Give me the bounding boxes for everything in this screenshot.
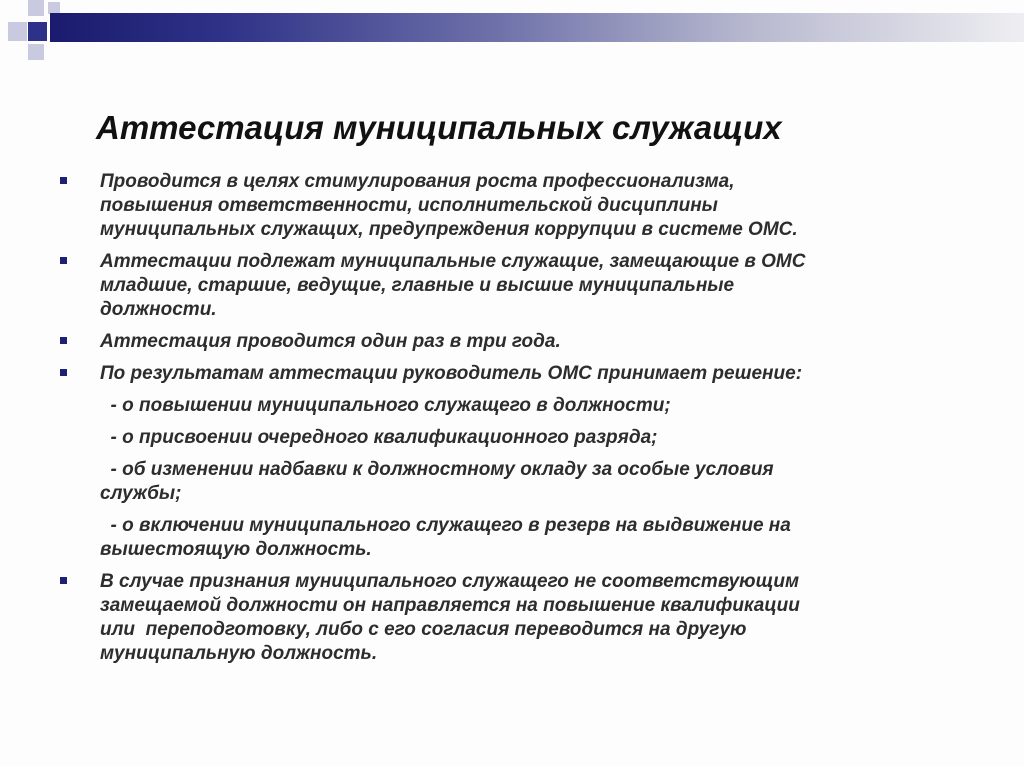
- square-bullet-icon: [60, 577, 67, 584]
- bullet-text: Проводится в целях стимулирования роста профессионализма, повышения ответственности, исполнительской дисциплины муниципальных служащих, предупреждения коррупции в системе ОМС.: [100, 171, 798, 240]
- sub-item: [56, 394, 956, 418]
- decor-square: [28, 22, 47, 41]
- bullet-text: В случае признания муниципального служащего не соответствующим замещаемой должности он направляется на повышение квалификации или переподготовку, либо с его согласия переводится на другую муниципальную должность.: [100, 571, 800, 664]
- sub-item-text: - об изменении надбавки к должностному окладу за особые условия службы;: [100, 459, 774, 504]
- bullet-item: [56, 362, 956, 386]
- bullet-item: [56, 330, 956, 354]
- sub-item-text: - о повышении муниципального служащего в должности;: [100, 395, 671, 416]
- sub-item-text: - о присвоении очередного квалификационного разряда;: [100, 427, 658, 448]
- square-bullet-icon: [60, 369, 67, 376]
- slide-title: Аттестация муниципальных служащих: [96, 109, 782, 146]
- decor-square: [28, 44, 44, 60]
- header-band: [50, 13, 1024, 42]
- bullet-item: [56, 570, 956, 666]
- bullet-list: [56, 170, 956, 674]
- square-bullet-icon: [60, 337, 67, 344]
- bullet-text: Аттестация проводится один раз в три года.: [100, 331, 561, 352]
- bullet-item: [56, 170, 956, 242]
- square-bullet-icon: [60, 177, 67, 184]
- decor-square: [28, 0, 44, 16]
- sub-item: [56, 426, 956, 450]
- bullet-text: Аттестации подлежат муниципальные служащие, замещающие в ОМС младшие, старшие, ведущие, главные и высшие муниципальные должности.: [100, 251, 806, 320]
- bullet-text: По результатам аттестации руководитель ОМС принимает решение:: [100, 363, 803, 384]
- square-bullet-icon: [60, 257, 67, 264]
- sub-item: [56, 514, 956, 562]
- bullet-item: [56, 250, 956, 322]
- sub-item: [56, 458, 956, 506]
- sub-item-text: - о включении муниципального служащего в резерв на выдвижение на вышестоящую должность.: [100, 515, 791, 560]
- decor-square: [8, 22, 27, 41]
